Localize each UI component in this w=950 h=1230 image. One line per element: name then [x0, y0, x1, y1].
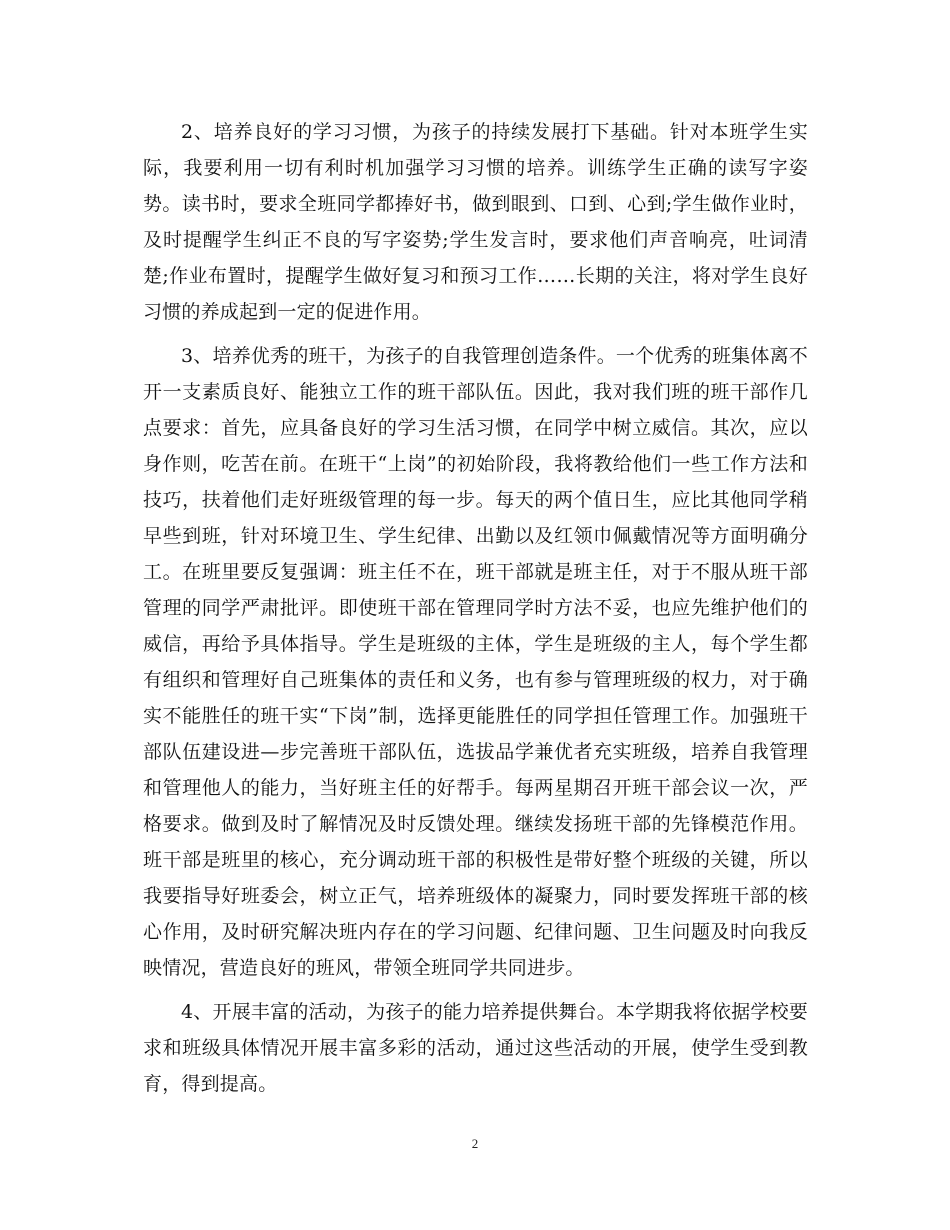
- paragraph-activities: 4、开展丰富的活动，为孩子的能力培养提供舞台。本学期我将依据学校要求和班级具体情况开展丰富多彩的活动，通过这些活动的开展，使学生受到教育，得到提高。: [143, 1001, 808, 1095]
- paragraph-class-cadres: 3、培养优秀的班干，为孩子的自我管理创造条件。一个优秀的班集体离不开一支素质良好、能独立工作的班干部队伍。因此，我对我们班的班干部作几点要求：首先，应具备良好的学习生活习惯，在同学中树立威信。其次，应以身作则，吃苦在前。在班干“上岗”的初始阶段，我将教给他们一些工作方法和技巧，扶着他们走好班级管理的每一步。每天的两个值日生，应比其他同学稍早些到班，针对环境卫生、学生纪律、出勤以及红领巾佩戴情况等方面明确分工。在班里要反复强调：班主任不在，班干部就是班主任，对于不服从班干部管理的同学严肃批评。即使班干部在管理同学时方法不妥，也应先维护他们的威信，再给予具体指导。学生是班级的主体，学生是班级的主人，每个学生都有组织和管理好自己班集体的责任和义务，也有参与管理班级的权力，对于确实不能胜任的班干实“下岗”制，选择更能胜任的同学担任管理工作。加强班干部队伍建设进—步完善班干部队伍，选拔品学兼优者充实班级，培养自我管理和管理他人的能力，当好班主任的好帮手。每两星期召开班干部会议一次，严格要求。做到及时了解情况及时反馈处理。继续发扬班干部的先锋模范作用。班干部是班里的核心，充分调动班干部的积极性是带好整个班级的关键，所以我要指导好班委会，树立正气，培养班级体的凝聚力，同时要发挥班干部的核心作用，及时研究解决班内存在的学习问题、纪律问题、卫生问题及时向我反映情况，营造良好的班风，带领全班同学共同进步。: [143, 345, 808, 979]
- page-number: 2: [471, 1136, 479, 1151]
- document-body: [143, 114, 808, 1110]
- paragraph-study-habits: 2、培养良好的学习习惯，为孩子的持续发展打下基础。针对本班学生实际，我要利用一切有利时机加强学习习惯的培养。训练学生正确的读写字姿势。读书时，要求全班同学都捧好书，做到眼到、口到、心到;学生做作业时，及时提醒学生纠正不良的写字姿势;学生发言时，要求他们声音响亮，吐词清楚;作业布置时，提醒学生做好复习和预习工作……长期的关注，将对学生良好习惯的养成起到一定的促进作用。: [143, 121, 808, 323]
